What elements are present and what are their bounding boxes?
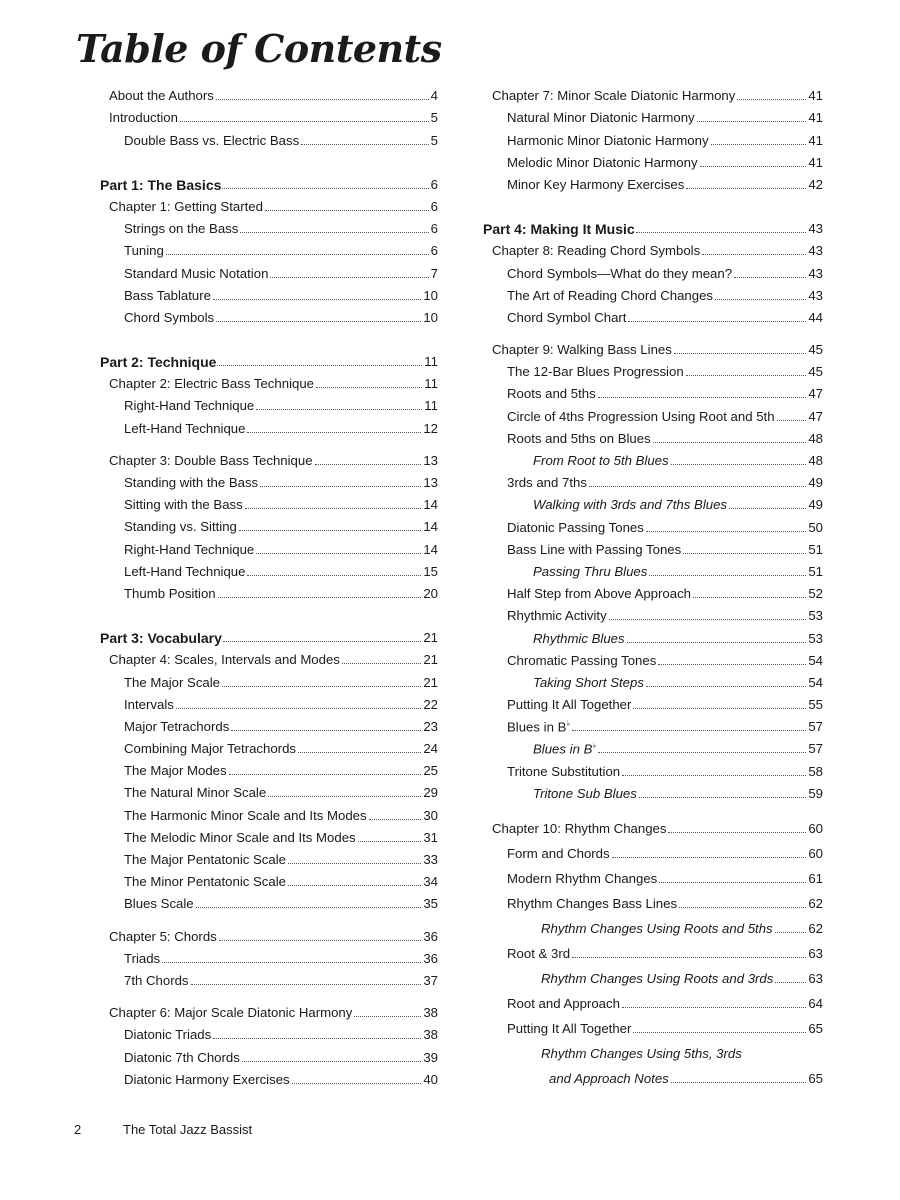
toc-entry[interactable]: Left-Hand Technique 12 (124, 420, 438, 436)
toc-example[interactable]: Passing Thru Blues 51 (533, 563, 823, 579)
toc-entry[interactable]: The Art of Reading Chord Changes 43 (507, 287, 823, 303)
toc-entry[interactable]: Putting It All Together 65 (507, 1020, 823, 1036)
toc-entry[interactable]: Melodic Minor Diatonic Harmony 41 (507, 154, 823, 170)
toc-entry[interactable]: Tuning 6 (124, 243, 438, 259)
toc-entry[interactable]: The 12-Bar Blues Progression 45 (507, 364, 823, 380)
toc-entry[interactable]: 3rds and 7ths 49 (507, 475, 823, 491)
toc-entry[interactable]: Rhythmic Activity 53 (507, 608, 823, 624)
toc-entry[interactable]: Root & 3rd 63 (507, 945, 823, 961)
toc-example[interactable]: Rhythmic Blues 53 (533, 630, 823, 646)
toc-entry[interactable]: Minor Key Harmony Exercises 42 (507, 176, 823, 192)
toc-example[interactable]: Rhythm Changes Using Roots and 3rds 63 (541, 970, 823, 986)
toc-entry[interactable]: Form and Chords 60 (507, 845, 823, 861)
toc-entry[interactable]: The Harmonic Minor Scale and Its Modes 30 (124, 807, 438, 823)
toc-entry[interactable]: Standard Music Notation 7 (124, 265, 438, 281)
toc-part-heading[interactable]: Part 4: Making It Music 43 (483, 221, 823, 238)
toc-example[interactable]: Walking with 3rds and 7ths Blues 49 (533, 497, 823, 513)
toc-example[interactable]: and Approach Notes 65 (549, 1070, 823, 1086)
toc-chapter[interactable]: Chapter 4: Scales, Intervals and Modes 21 (109, 652, 438, 668)
toc-entry[interactable]: Diatonic Harmony Exercises 40 (124, 1071, 438, 1087)
toc-entry[interactable]: Diatonic 7th Chords 39 (124, 1049, 438, 1065)
toc-entry[interactable]: Diatonic Triads 38 (124, 1027, 438, 1043)
toc-entry[interactable]: Standing with the Bass 13 (124, 475, 438, 490)
page-title: Table of Contents (76, 26, 442, 71)
toc-entry[interactable]: Natural Minor Diatonic Harmony 41 (507, 110, 823, 126)
toc-entry[interactable]: Chord Symbols 10 (124, 309, 438, 325)
toc-entry[interactable]: Right-Hand Technique 14 (124, 541, 438, 557)
toc-entry[interactable]: Chromatic Passing Tones 54 (507, 652, 823, 668)
toc-entry[interactable]: The Major Pentatonic Scale 33 (124, 852, 438, 867)
toc-entry[interactable]: Left-Hand Technique 15 (124, 563, 438, 579)
toc-chapter[interactable]: Chapter 10: Rhythm Changes 60 (492, 820, 823, 836)
toc-entry[interactable]: Combining Major Tetrachords 24 (124, 741, 438, 757)
toc-entry[interactable]: 7th Chords 37 (124, 972, 438, 988)
toc-entry[interactable]: Right-Hand Technique 11 (124, 398, 438, 414)
toc-entry[interactable]: Blues in B♭ 57 (507, 718, 823, 735)
toc-chapter[interactable]: Chapter 3: Double Bass Technique 13 (109, 452, 438, 468)
toc-entry[interactable]: Introduction 5 (109, 110, 438, 126)
toc-entry[interactable]: Major Tetrachords 23 (124, 718, 438, 734)
toc-chapter[interactable]: Chapter 1: Getting Started 6 (109, 198, 438, 214)
toc-entry[interactable]: The Natural Minor Scale 29 (124, 785, 438, 801)
toc-entry[interactable]: The Melodic Minor Scale and Its Modes 31 (124, 829, 438, 845)
toc-chapter[interactable]: Chapter 8: Reading Chord Symbols 43 (492, 243, 823, 259)
toc-entry[interactable]: Intervals 22 (124, 696, 438, 712)
toc-example[interactable]: Blues in B♭ 57 (533, 741, 823, 757)
toc-part-heading[interactable]: Part 2: Technique 11 (100, 354, 438, 371)
toc-entry[interactable]: Bass Line with Passing Tones 51 (507, 541, 823, 557)
toc-entry[interactable]: Root and Approach 64 (507, 995, 823, 1011)
toc-entry[interactable]: Chord Symbol Chart 44 (507, 309, 823, 325)
toc-left-column (100, 82, 438, 1088)
toc-entry[interactable]: Harmonic Minor Diatonic Harmony 41 (507, 132, 823, 148)
toc-entry[interactable]: About the Authors 4 (109, 88, 438, 104)
toc-entry[interactable]: Standing vs. Sitting 14 (124, 519, 438, 535)
toc-entry[interactable]: Tritone Substitution 58 (507, 763, 823, 779)
toc-entry[interactable]: Sitting with the Bass 14 (124, 497, 438, 513)
toc-entry[interactable]: Thumb Position 20 (124, 585, 438, 601)
toc-entry[interactable]: Blues Scale 35 (124, 896, 438, 912)
toc-entry[interactable]: Roots and 5ths 47 (507, 386, 823, 402)
footer-page-number: 2 (74, 1122, 82, 1137)
toc-chapter[interactable]: Chapter 7: Minor Scale Diatonic Harmony 41 (492, 88, 823, 104)
footer-book-title: The Total Jazz Bassist (123, 1122, 253, 1137)
toc-entry[interactable]: Modern Rhythm Changes 61 (507, 870, 823, 886)
toc-part-heading[interactable]: Part 3: Vocabulary 21 (100, 630, 438, 647)
toc-chapter[interactable]: Chapter 2: Electric Bass Technique 11 (109, 376, 438, 392)
toc-chapter[interactable]: Chapter 5: Chords 36 (109, 928, 438, 944)
toc-chapter[interactable]: Chapter 6: Major Scale Diatonic Harmony 38 (109, 1005, 438, 1021)
flat-symbol: ♭ (592, 741, 597, 751)
toc-entry[interactable]: Half Step from Above Approach 52 (507, 586, 823, 602)
toc-example[interactable]: Taking Short Steps 54 (533, 674, 823, 690)
toc-entry[interactable]: Diatonic Passing Tones 50 (507, 519, 823, 535)
toc-chapter[interactable]: Chapter 9: Walking Bass Lines 45 (492, 342, 823, 358)
toc-right-column (483, 82, 823, 1087)
toc-entry[interactable]: Rhythm Changes Bass Lines 62 (507, 895, 823, 911)
toc-example[interactable]: Rhythm Changes Using 5ths, 3rds (541, 1045, 742, 1061)
toc-entry[interactable]: Chord Symbols—What do they mean? 43 (507, 265, 823, 281)
toc-entry[interactable]: Putting It All Together 55 (507, 697, 823, 713)
toc-entry[interactable]: The Major Modes 25 (124, 763, 438, 779)
flat-symbol: ♭ (566, 718, 571, 728)
toc-example[interactable]: Tritone Sub Blues 59 (533, 785, 823, 801)
toc-part-heading[interactable]: Part 1: The Basics 6 (100, 176, 438, 193)
toc-example[interactable]: Rhythm Changes Using Roots and 5ths 62 (541, 920, 823, 936)
toc-entry[interactable]: Bass Tablature 10 (124, 287, 438, 303)
toc-entry[interactable]: Strings on the Bass 6 (124, 221, 438, 237)
toc-entry[interactable]: Circle of 4ths Progression Using Root and 5th 47 (507, 408, 823, 424)
toc-entry[interactable]: The Minor Pentatonic Scale 34 (124, 874, 438, 890)
toc-example[interactable]: From Root to 5th Blues 48 (533, 453, 823, 468)
toc-entry[interactable]: Roots and 5ths on Blues 48 (507, 430, 823, 446)
toc-entry[interactable]: Double Bass vs. Electric Bass 5 (124, 132, 438, 148)
toc-entry[interactable]: The Major Scale 21 (124, 674, 438, 690)
toc-entry[interactable]: Triads 36 (124, 950, 438, 966)
